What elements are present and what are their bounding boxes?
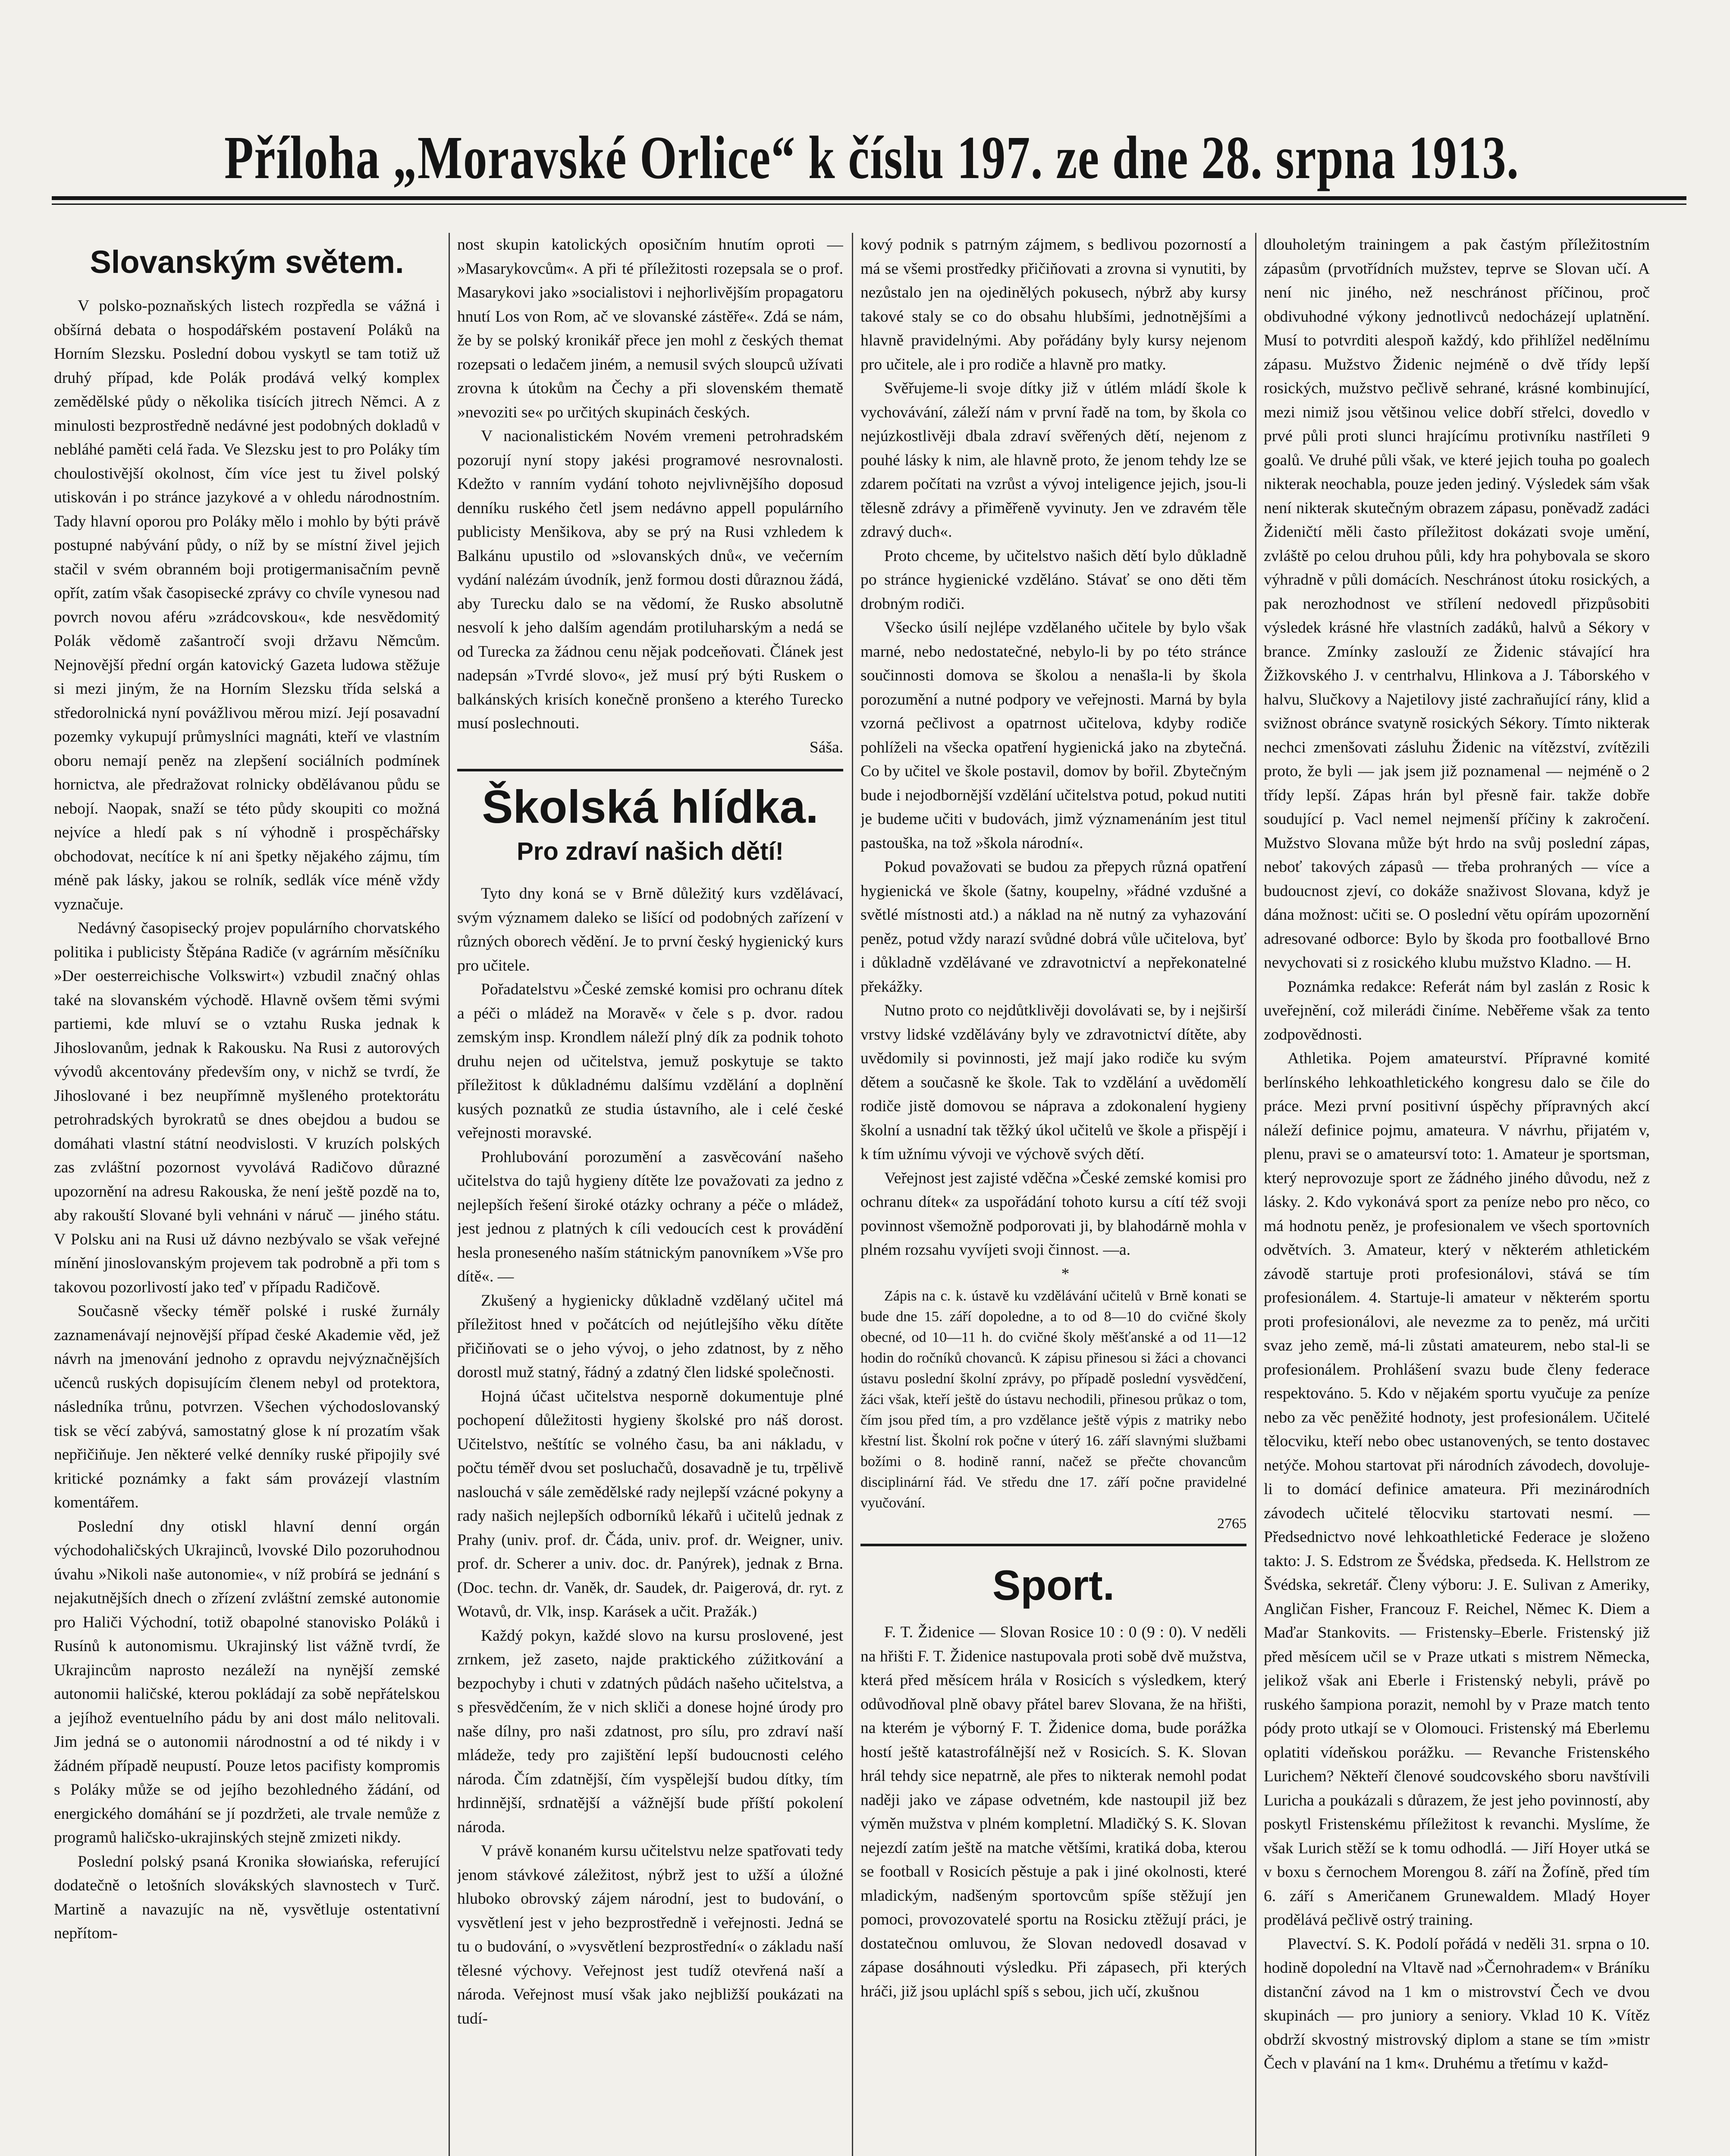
col2-paragraph: V nacionalistickém Novém vremeni petrohradském pozorují nyní stopy jakési programové nesrovnalosti. Kdežto v ranním vydání tohoto nejvlivnějšího doposud denníku ruského četl jsem nedávno appell populárního publicisty Menšikova, aby se prý na Rusi vzhledem k Balkánu upustilo od »slovanských dnů«, ve večerním vydání nalézám úvodník, jenž formou dosti důraznou žádá, aby Turecku dalo se na vědomí, že Rusko absolutně nesvolí k jeho dalším agendám protiluharským a nedá se od Turecka za žádnou cenu nějak podceňovati. Článek jest nadepsán »Tvrdé slovo«, jež musí prý býti Ruskem o balkánských krisích konečně pronšeno a kterého Turecko musí poslechnouti.: [457, 427, 843, 732]
column-divider: [449, 233, 450, 2156]
column-divider: [1255, 233, 1256, 2156]
editor-note: Poznámka redakce: Referát nám byl zaslán z Rosic k uveřejnění, což milerádi činíme. Neběřeme však za tento zodpovědnosti.: [1264, 978, 1650, 1044]
col3-paragraph: Proto chceme, by učitelstvo našich dětí bylo důkladně po stránce hygienické vzděláno. Stávať se ono děti těm drobným rodiči.: [860, 547, 1246, 613]
column-4: [1264, 233, 1650, 2156]
masthead-rule-thin: [52, 204, 1686, 205]
col3-paragraph: Všecko úsilí nejlépe vzdělaného učitele by bylo však marné, nebo nedostatečné, nebylo-li by po této stránce součinnosti domova se školou a nenašla-li by škola porozumění a nutné podpory ve veřejnosti. Marná by byla vzorná pečlivost a opatrnost učitelova, kdyby rodiče pohlíželi na všecka opatření hygienická jako na zbytečná. Co by učitel ve škole postavil, domov by bořil. Zbytečným bude i nejodbornější vzdělání učitelstva potud, pokud nutiti je budeme učiti v budovách, jimž významenáním jest titul pastouška, na tož »škola národní«.: [860, 619, 1246, 852]
col2-paragraph: Pořadatelstvu »České zemské komisi pro ochranu dítek a péči o mládež na Moravě« v čele s p. dvor. radou zemským insp. Krondlem náleží plný dík za podnik tohoto druhu nejen od učitelstva, jemuž poskytuje se takto příležitost k důkladnému dalšímu vzdělání a doplnění kusých poznatků ze studia ústavního, ale i celé české veřejnosti moravské.: [457, 981, 843, 1142]
heading-sport: Sport.: [992, 1561, 1115, 1609]
heading-skolska-hlidka: Školská hlídka.: [482, 780, 819, 833]
column-2: [457, 233, 843, 2156]
col3-paragraph: Svěřujeme-li svoje dítky již v útlém mládí škole k vychovávání, záleží nám v první řadě na tom, by škola co nejúzkostlivěji dbala zdraví svěřených dětí, nejenom z pouhé lásky k nim, ale hlavně proto, že jenom tehdy lze se zdarem počítati na vzrůst a vývoj inteligence jejich, jsou-li tělesně zdrávy a přiměřeně vyvinuty. Jen ve zdravém těle zdravý duch«.: [860, 379, 1246, 541]
col4-paragraph: Plavectví. S. K. Podolí pořádá v neděli 31. srpna o 10. hodině dopolední na Vltavě nad »Černohradem« v Bráníku distanční závod na 1 km o mistrovství Čech ve dvou skupinách — pro juniory a seniory. Vklad 10 K. Vítěz obdrží skvostný mistrovský diplom a stane se tím »mistr Čech v plavání na 1 km«. Druhému a třetímu v každ-: [1264, 1935, 1650, 2072]
col1-paragraph: Nedávný časopisecký projev populárního chorvatského politika i publicisty Štěpána Radiče (v agrárním měsíčníku »Der oesterreichische Volkswirt«) vzbudil značný ohlas také na slovanském východě. Hlavně ovšem těmi svými partiemi, kde mluví se o vztahu Ruska jednak k Jihoslovanům, jednak k Rakousku. Na Rusi z autorových vývodů akcentovány především ony, v nichž se tvrdí, že Jihoslované i bez neupřímně myšleného protektorátu petrohradských byrokratů se dnes obejdou a budou se domáhati vlastní státní neodvislosti. V kruzích polských zas zvláštní pozornost vyvolává Radičovo důrazné upozornění na adresu Rakouska, že není ještě pozdě na to, aby rakouští Slované byli vehnáni v náruč — jiného státu. V Polsku ani na Rusi už dávno nezbývalo se však veřejné mínění jinoslovanským projevem tak podrobně a při tom s takovou pozorlivostí jako teď v případu Radičově.: [54, 919, 440, 1296]
masthead-rule-thick: [52, 196, 1686, 200]
notice-zapis: Zápis na c. k. ústavě ku vzdělávání učitelů v Brně konati se bude dne 15. září dopoledne, a to od 8—10 do cvičné školy obecné, od 10—11 h. do cvičné školy měšťanské a od 11—12 hodin do ročníků chovanců. K zápisu přinesou si žáci a chovanci ústavu poslední školní zprávy, po případě poslední vysvědčení, žáci však, kteří ještě do ústavu nechodili, přinesou průkaz o tom, čím jsou před tím, a pro vzdělance ještě výpis z matriky nebo křestní list. Školní rok počne v úterý 16. září slavnými službami božími o 8. hodině ranní, načež se přečte chovancům disciplinární řád. Ve středu dne 17. září počne pravidelné vyučování.: [860, 1288, 1246, 1511]
heading-slovansky-svet: Slovanským světem.: [90, 244, 404, 280]
column-3: [860, 233, 1246, 2156]
col3-paragraph: kový podnik s patrným zájmem, s bedlivou pozorností a má se všemi prostředky přičiňovati a zrovna si vynutiti, by nezůstalo jen na ojedinělých pokusech, nýbrž aby kursy takové staly se co do obsahu hlubšími, jednotnějšími a hlavně pravidelnými. Aby pořádány byly kursy nejenom pro učitele, ale i pro rodiče a hlavně pro matky.: [860, 236, 1246, 373]
col1-paragraph: Současně všecky téměř polské i ruské žurnály zaznamenávají nejnovější případ české Akademie věd, jež návrh na jmenování jednoho z opravdu nejvýznačnějších učenců ruských dopisujícím členem nebyl od protektora, následníka trůnu, potvrzen. Všechen východoslovanský tisk se věcí zabývá, samostatný glose k ní prozatím však nepřičiňuje. Jen některé velké denníky ruské připojily své kritické poznámky a fakt sám provázejí vlastním komentářem.: [54, 1302, 440, 1511]
col3-paragraph: Pokud považovati se budou za přepych různá opatření hygienická ve škole (šatny, koupelny, »řádné vzdušné a světlé místnosti atd.) a náklad na ně nutný za vyhazování peněz, potud vždy narazí svůdné dobrá vůle učitelova, byť i důkladně vzdělávané ve zdravotnictví a nepřekonatelné překážky.: [860, 858, 1246, 996]
col4-paragraph: dlouholetým trainingem a pak častým příležitostním zápasům (prvotřídních mužstev, teprve se Slovan učí. A není nic jiného, než neschránost příčinou, proč obdivuhodné výkony jednotlivců nedocházejí uplatnění. Musí to potvrditi alespoň každý, kdo přihlížel nedělnímu zápasu. Mužstvo Židenic nejméně o dvě třídy lepší rosických, mužstvo pečlivě sehrané, krásné kombinující, mezi nimiž jsou většinou velice dobří střelci, dovedlo v prvé půli proti slunci hrajícímu protivníku nastříleti 9 goalů. Ve druhé půli však, ve které jejich touha po goalech nikterak neochabla, pouze jeden jediný. Výsledek sám však není nikterak skutečným obrazem zápasu, poněvadž zadáci Žideničtí měli často příležitost dokázati svoje umění, zvláště po celou druhou půli, kdy hra pohybovala se skoro výhradně v půli domácích. Neschránost útoku rosických, a pak nerozhodnost ve střílení nedovedl přizpůsobiti výsledek krásné hře vlastních zadáků, halvů a Sékory v brance. Zmínky zaslouží ze Židenic stávající hra Žižkovského J. v centrhalvu, Hlinkova a J. Táborského v halvu, Slučkovy a Najetilovy jisté zachraňující rány, klid a svižnost obránce svatyně rosických Sékory. Tímto nikterak nechci zmenšovati zásluhu Židenic na vítězství, zvítězili proto, že byli — jak jsem již poznamenal — nejméně o 2 třídy lepší. Zápas hrán byl přesně fair. takže dobře soudující p. Vacl nemel nejmenší příčiny k zakročení. Mužstvo Slovana může být hrdo na svůj poslední zápas, neboť takových zápasů — třeba prohraných — více a budoucnost zjeví, co dokáže snaživost Slovana, když je dána možnost: učiti se. O poslední větu opírám upozornění adresované odborce: Bylo by škoda pro footballové Brno nevychovati si z rosického klubu mužstvo Kladno. — H.: [1264, 236, 1650, 971]
column-divider: [852, 233, 853, 2156]
col2-paragraph: nost skupin katolických oposičním hnutím oproti — »Masarykovcům«. A při té příležitosti rozepsala se o prof. Masarykovi jako »socialistovi i nejhorlivějším propagatoru hnutí Los von Rom, ač ve slovanské zástěře«. Zdá se nám, že by se polský kronikář přece jen mohl z českých themat rozepsati o ledačem jiném, a nemusil svých sloupců užívati zrovna k útokům na Čechy a při slovenském thematě »nevoziti se« po určitých skupinách českých.: [457, 236, 843, 421]
col1-paragraph: V polsko-poznaňských listech rozpředla se vážná i obšírná debata o hospodářském postavení Poláků na Horním Slezsku. Poslední dobou vyskytl se tam totiž už druhý případ, kde Polák prodává velký komplex zemědělské půdy o několika tisících jitrech Němci. A z minulosti bezprostředně nedávné jest podobných dokladů v nebláhé paměti celá řada. Ve Slezsku jest to pro Poláky tím choulostivější okolnost, čím více jest tu živel polský utiskován i po stránce jazykové a v ohledu národnostním. Tady hlavní oporou pro Poláky mělo i mohlo by býti právě postupné nabývání půdy, o níž by se místní živel jejich stačil v svém obranném boji protigermanisačním pevně opřít, zatím však časopisecké zprávy co chvíle vynesou nad povrch novou aféru »zrádcovskou«, kde nesvědomitý Polák vědomě zašantročí svoji državu Němcům. Nejnovější přední orgán katovický Gazeta ludowa stěžuje si mezi jiným, že na Horním Slezsku třída selská a středorolnická nyní povážlivou měrou mizí. Její posavadní pozemky vykupují průmyslníci magnáti, kteří ve vlastním oboru nemají peněz na zlepšení sociálních podmínek hornictva, ale předražovat rolnicky obdělávanou půdu se nebojí. Naopak, snaží se této půdy skoupiti co možná nejvíce a hledí pak s ní výhodně i prospěchářsky obchodovat, necítíce k ní ani špetky nějakého zájmu, tím méně pak lásky, jakou se rolník, sedlák více méně vždy vyznačuje.: [54, 297, 440, 913]
notice-number: 2765: [1217, 1516, 1246, 1532]
col2-paragraph: Každý pokyn, každé slovo na kursu proslovené, jest zrnkem, jež zaseto, najde praktického zúžitkování a bezpochyby i chuti v zdatných půdách našeho učitelstva, a s přesvědčením, že v nich skliči a donese hojné úrody pro naše dílny, pro naši zdatnost, pro sílu, pro zdraví naší mládeže, tedy pro zajištění lepší budoucnosti celého národa. Čím zdatnější, čím vyspělejší budou dítky, tím hrdinnější, srdnatější a vážnější bude příští pokolení národa.: [457, 1626, 843, 1836]
col2-paragraph: Tyto dny koná se v Brně důležitý kurs vzdělávací, svým významem daleko se lišící od podobných zařízení v různých oborech vědění. Je to první český hygienický kurs pro učitele.: [457, 885, 843, 975]
signature-sasa: Sáša.: [809, 738, 843, 756]
col2-paragraph: Prohlubování porozumění a zasvěcování našeho učitelstva do tajů hygieny dítěte lze považovati za jedno z nejlepších řešení široké otázky ochrany a péče o mládež, jest jednou z platných k cíli vedoucích cest k provádění hesla proneseného naším státnickým panovníkem »Vše pro dítě«. —: [457, 1148, 843, 1285]
col2-paragraph: Hojná účast učitelstva nesporně dokumentuje plné pochopení důležitosti hygieny školské pro náš dorost. Učitelstvo, neštítíc se volného času, ba ani nákladu, v počtu téměř dvou set posluchačů, dosavadně je tu, trpělivě naslouchá v sále zemědělské rady nejlepší vzácné pokyny a rady našich nejlepších odborníků lékařů i učitelů jednak z Prahy (univ. prof. dr. Čáda, univ. prof. dr. Weigner, univ. prof. dr. Scherer a univ. doc. dr. Panýrek), jednak z Brna. (Doc. techn. dr. Vaněk, dr. Saudek, dr. Paigerová, dr. ryt. z Wotavů, dr. Vlk, insp. Karásek a učit. Pražák.): [457, 1387, 843, 1620]
section-rule: [860, 1544, 1246, 1546]
section-rule: [457, 769, 843, 771]
col2-paragraph: Zkušený a hygienicky důkladně vzdělaný učitel má příležitost hned v počátcích od nejútlejšího věku dítěte přičiňovati se o jeho vývoj, o jeho zdatnost, by z něho dorostl muž statný, řádný a zdatný člen lidské společnosti.: [457, 1291, 843, 1381]
column-1: [54, 233, 440, 2156]
col2-paragraph: V právě konaném kursu učitelstvu nelze spatřovati tedy jenom stávkové záležitost, nýbrž jest to užší a úložné hluboko obrovský zájem národní, jest to budování, o vysvětlení jest v jeho bezprostředně i veřejnosti. Jedná se tu o budování, o »vysvětlení bezprostřední« o základu naší tělesné výchovy. Veřejnost jest tudíž otevřená naší a národa. Veřejnost musí však jako nejbližší poukázati na tudí-: [457, 1842, 843, 2028]
col1-paragraph: Poslední polský psaná Kronika słowiańska, referující dodatečně o letošních slovákských slavnostech v Turč. Martině a navazujíc na ně, vysvětluje ostentativní nepřítom-: [54, 1852, 440, 1942]
col3-paragraph: Nutno proto co nejdůtklivěji dovolávati se, by i nejširší vrstvy lidské vzdělávány byly ve zdravotnictví dítěte, aby uvědomily si povinnosti, jež mají jako rodiče ku svým dětem a současně ke škole. Tak to vzdělání a uvědomělí rodiče jistě domovou se náprava a zdokonalení hygieny školní a usnadní tak těžký úkol učitelů ve škole a přispějí i k tím užnímu vývoji ve výchově svých dětí.: [860, 1002, 1246, 1163]
masthead-title: Příloha „Moravské Orlice“ k číslu 197. ze dne 28. srpna 1913.: [224, 123, 1520, 191]
col3-paragraph: Veřejnost jest zajisté vděčna »České zemské komisi pro ochranu dítek« za uspořádání tohoto kursu a cítí též svoji povinnost všemožně podporovati ji, by blahodárně mohla v plném rozsahu vyvíjeti svoji činnost. —a.: [860, 1169, 1246, 1259]
star-separator: *: [1061, 1265, 1070, 1283]
col4-paragraph: Athletika. Pojem amateurství. Přípravné komité berlínského lehkoathletického kongresu dalo se čile do práce. Mezi první positivní úspěchy přípravných akcí náleží definice pojmu, amateura. V návrhu, přijatém v, plenu, pravi se o amateursví toto: 1. Amateur je sportsman, který neprovozuje sport ze žádného jiného důvodu, než z lásky. 2. Kdo vykonává sport za peníze nebo pro něco, co má hodnotu peněz, je profesionalem ve všech sportovních odvětvích. 3. Amateur, který v některém athletickém závodě startuje proti profesionálovi, stává se tím profesionálem. 4. Startuje-li amateur v některém sportu proti profesionálovi, ale nevezme za to peněz, má určiti svaz jeho země, má-li zůstati amateurem, nebo stal-li se profesionálem. Prohlášení svazu bude členy federace respektováno. 5. Kdo v nějakém sportu vyučuje za peníze nebo za věc peněžité hodnoty, jest profesionálem. Učitelé tělocviku, kteří nebo obec ustanovených, se tento dostavec netýče. Mohou startovat při národních závodech, dovoluje-li to domácí definice amateura. Při mezinárodních závodech učitelé tělocviku startovati nesmí. — Předsednictvo nové lehkoathletické Federace je složeno takto: J. S. Edstrom ze Švédska, předseda. K. Hellstrom ze Švédska, sekretář. Členy výboru: J. E. Sulivan z Ameriky, Angličan Fisher, Francouz F. Reichel, Němec K. Diem a Maďar Stankovits. — Fristensky–Eberle. Fristenský již před měsícem učil se v Praze utkati s mistrem Německa, jelikož však ani Eberle i Fristenský nebyli, právě po ruského šampiona porazit, nemohl by v Praze match tento pódy proto utkají se v Olomouci. Fristenský má Eberlemu oplatiti vídeňskou porážku. — Revanche Fristenského Lurichem? Někteří členové soudcovského sboru navštívili Luricha a poukázali s důrazem, že jest jeho povinností, aby poskytl Fristenskému příležitost k revanchi. Myslíme, že však Lurich stěží se k tomu odhodlá. — Jiří Hoyer utká se v boxu s černochem Morengou 8. září na Žofíně, před tím 6. září s Američanem Grunewaldem. Mladý Hoyer prodělává pečlivě ostrý training.: [1264, 1050, 1650, 1929]
col3-paragraph: F. T. Židenice — Slovan Rosice 10 : 0 (9 : 0). V neděli na hřišti F. T. Židenice nastupovala proti sobě dvě mužstva, která před měsícem hrála v Rosicích s výsledkem, který odůvodňoval plně obavy přátel barev Slovana, že na hřišti, na kterém je výborný F. T. Židenice doma, bude porážka hostí ještě katastrofálnější než v Rosicích. S. K. Slovan hrál tehdy sice nepatrně, ale přes to nikterak nemohl podat naději jako ve zápase odvetném, kde nastoupil již bez výměn mužstva v plném kompletní. Mladičký S. K. Slovan nejezdí zatím ještě na matche většími, kratiká doba, kterou se football v Rosicích pěstuje a pak i jiné okolnosti, které mladickým, nadšeným sportovcům spíše stěžují jen pomoci, provozovatelé sportu na Rosicku ztěžují práci, je dostatečnou omluvou, že Slovan nedovedl dosavad v zápase dosáhnouti výsledku. Při zápasech, při kterých hráči, již jsou upláchl spíš s sebou, jich učí, zkušnou: [860, 1623, 1246, 2000]
col1-paragraph: Poslední dny otiskl hlavní denní orgán východohaličských Ukrajinců, lvovské Dilo pozoruhodnou úvahu »Nikoli naše autonomie«, v níž probírá se jednání s nejakutnějších dnech o zřízení zvláštní zemské autonomie pro Haliči Východní, totiž obapolné stanovisko Poláků i Rusínů k autonomismu. Ukrajinský list vážně tvrdí, že Ukrajincům naprosto nezáleží na nynější zemské autonomii haličské, kterou pokládají za sobě nepřátelskou a jejíhož eventuelního pádu by ani dost málo nelitovali. Jim jedná se o autonomii národnostní a od té nikdy i v žádném případě neupustí. Pouze letos pacifisty kompromis s Poláky může se od jejího bezohledného žádání, od energického domáhání se jí pozdržeti, ale trvale nemůže z programů haličsko-ukrajinských stejně zmizeti nikdy.: [54, 1517, 440, 1846]
subheading-pro-zdravi: Pro zdraví našich dětí!: [517, 837, 784, 865]
